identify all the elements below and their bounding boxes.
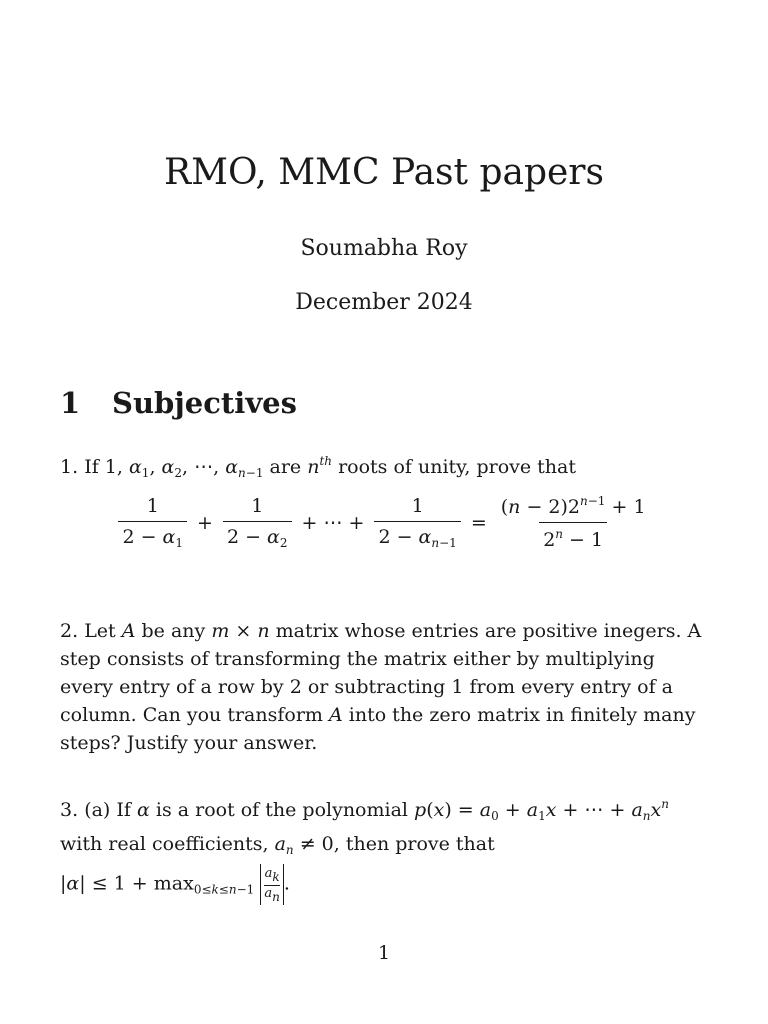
problem-3-label: 3. xyxy=(60,799,79,821)
section-heading xyxy=(60,386,297,420)
problem-1-label: 1. xyxy=(60,456,79,478)
problem-3-text-then: , then prove that xyxy=(333,833,495,855)
fraction-term-n: $\frac{1}{2 - \alpha_{n-1}}$ xyxy=(374,495,460,550)
paper-date: December 2024 xyxy=(295,290,473,315)
fraction-term-1: $\frac{1}{2 - \alpha_1}$ xyxy=(118,495,187,550)
problem-2-text-end: into the zero matrix in finitely many steps? Justify your answer. xyxy=(60,704,696,754)
problem-3-part: (a) xyxy=(84,799,111,821)
problem-2-text-body: matrix whose entries are positive inegers. A step consists of transforming the matrix either by multiplying every entry of a row by 2 or subtracting 1 from every entry of a column. Can you transform xyxy=(60,620,702,726)
problem-1-statement: 1. If 1, $\alpha_1$, $\alpha_2$, ⋯, $\alpha_{n-1}$ are $n^{th}$ roots of unity, prove that xyxy=(60,454,576,480)
problem-1-text-if: If xyxy=(84,456,99,478)
ratio-abs-value: $\frac{a_k}{a_n}$ xyxy=(260,864,284,905)
page-number: 1 xyxy=(377,942,391,964)
paper-author: Soumabha Roy xyxy=(300,236,468,261)
paper-title: RMO, MMC Past papers xyxy=(164,152,604,193)
problem-2-statement: 2. Let A be any m × n matrix whose entries are positive inegers. A step consists of transforming the matrix either by multiplying every entry of a row by 2 or subtracting 1 from every entry of a column. Can you transform A into the zero matrix in finitely many steps? Justify your answer. xyxy=(60,620,702,754)
problem-1-text-roots: roots of unity, prove that xyxy=(338,456,576,478)
fraction-result: $\frac{(n - 2)2^{n-1} + 1}{2^n - 1}$ xyxy=(500,494,646,551)
problem-3-text-with: with real coefficients, xyxy=(60,833,269,855)
fraction-term-2: $\frac{1}{2 - \alpha_2}$ xyxy=(223,495,292,550)
problem-1-text-are: are xyxy=(269,456,302,478)
section-title: Subjectives xyxy=(112,386,297,420)
problem-2-text-let: Let xyxy=(84,620,116,642)
problem-3-text-if: If xyxy=(116,799,131,821)
problem-2-label: 2. xyxy=(60,620,79,642)
problem-1-equation: $\frac{1}{2 - \alpha_1}$ + $\frac{1}{2 - \alpha_2}$ + ⋯ + $\frac{1}{2 - \alpha_{n-1}}$ = $\frac{(n - 2)2^{n-1} + 1}{2^n - 1}$ xyxy=(60,494,708,551)
problem-3-text-root: is a root of the polynomial xyxy=(155,799,408,821)
problem-2-text-be-any: be any xyxy=(141,620,206,642)
problem-3-statement: 3. (a) If α is a root of the polynomial $p(x) = a_0 + a_1x$ + ⋯ + $a_nx^n$ with real coefficients, $a_n \ne 0$, then prove that $|\alpha| \le 1 + \max_{0\le k\le n-1}$ $\frac{a_k}{a_n}$ . xyxy=(60,797,669,904)
section-number: 1 xyxy=(60,386,81,420)
